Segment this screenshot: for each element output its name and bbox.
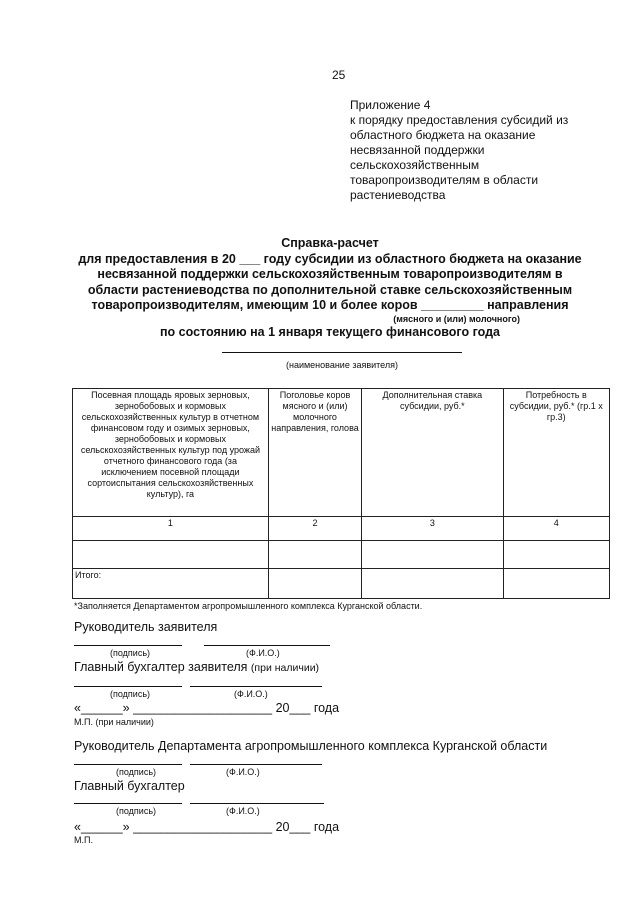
table-cell[interactable] bbox=[362, 569, 503, 599]
total-row bbox=[73, 569, 610, 599]
signature-line bbox=[74, 764, 182, 765]
table-cell[interactable] bbox=[362, 541, 503, 569]
header-cell: Дополнительная ставка субсидии, руб.* bbox=[362, 389, 503, 517]
fio-caption: (Ф.И.О.) bbox=[246, 648, 280, 658]
appendix-line: к порядку предоставления субсидий из bbox=[350, 113, 569, 127]
fio-line bbox=[190, 803, 324, 804]
table-cell[interactable] bbox=[503, 541, 609, 569]
table-header-row bbox=[73, 389, 610, 517]
signature-line bbox=[74, 645, 182, 646]
header-cell: Посевная площадь яровых зерновых, зернобобовых и кормовых сельскохозяйственных культур в отчетном финансовом году и озимых зерновых, зернобобовых и кормовых сельскохозяйственных культур под урожай отчетного финансового года (за исключением посевной площади сортоиспытания сельскохозяйственных культур), га bbox=[73, 389, 269, 517]
table-cell[interactable] bbox=[268, 569, 361, 599]
total-label: Итого: bbox=[73, 569, 269, 599]
stamp-placeholder: М.П. bbox=[74, 835, 93, 845]
fio-line bbox=[190, 686, 322, 687]
table-cell[interactable] bbox=[73, 541, 269, 569]
table-cell[interactable] bbox=[503, 569, 609, 599]
fio-caption: (Ф.И.О.) bbox=[226, 767, 260, 777]
appendix-line: несвязанной поддержки bbox=[350, 143, 485, 157]
sign-caption: (подпись) bbox=[116, 767, 157, 777]
signature-line bbox=[74, 803, 182, 804]
column-number: 2 bbox=[268, 517, 361, 541]
page-number: 25 bbox=[332, 68, 346, 82]
appendix-title: Приложение 4 bbox=[350, 98, 431, 112]
appendix-line: растениеводства bbox=[350, 188, 446, 202]
applicant-caption: (наименование заявителя) bbox=[285, 360, 399, 370]
footnote: *Заполняется Департаментом агропромышленного комплекса Курганской области. bbox=[74, 601, 423, 611]
fio-line bbox=[190, 764, 322, 765]
table-row bbox=[73, 541, 610, 569]
appendix-line: товаропроизводителям в области bbox=[350, 173, 539, 187]
document-heading bbox=[60, 236, 600, 340]
date-line: «______» ____________________ 20___ года bbox=[74, 820, 340, 834]
heading-line: товаропроизводителям, имеющим 10 и более коров _________ направления bbox=[91, 298, 569, 312]
date-line: «______» ____________________ 20___ года bbox=[74, 701, 340, 715]
table-cell[interactable] bbox=[268, 541, 361, 569]
header-cell: Потребность в субсидии, руб.* (гр.1 х гр.3) bbox=[503, 389, 609, 517]
sign-caption: (подпись) bbox=[110, 648, 151, 658]
column-number: 1 bbox=[73, 517, 269, 541]
sign-caption: (подпись) bbox=[110, 689, 151, 699]
head-applicant-label: Руководитель заявителя bbox=[74, 620, 218, 634]
chief-accountant-applicant-label: Главный бухгалтер заявителя (при наличии) bbox=[74, 660, 320, 674]
column-number: 4 bbox=[503, 517, 609, 541]
sign-caption: (подпись) bbox=[116, 806, 157, 816]
signature-line bbox=[74, 686, 182, 687]
head-department-label: Руководитель Департамента агропромышленного комплекса Курганской области bbox=[74, 739, 548, 753]
appendix-line: сельскохозяйственным bbox=[350, 158, 480, 172]
subsidy-table bbox=[72, 388, 610, 599]
chief-accountant-label: Главный бухгалтер bbox=[74, 779, 185, 793]
fio-caption: (Ф.И.О.) bbox=[226, 806, 260, 816]
heading-line: для предоставления в 20 ___ году субсидии из областного бюджета на оказание bbox=[78, 251, 582, 266]
fio-caption: (Ф.И.О.) bbox=[234, 689, 268, 699]
appendix-block bbox=[350, 98, 610, 203]
fio-line bbox=[204, 645, 330, 646]
heading-line: несвязанной поддержки сельскохозяйственным товаропроизводителям в bbox=[97, 267, 563, 281]
column-number: 3 bbox=[362, 517, 503, 541]
heading-line: области растениеводства по дополнительной ставке сельскохозяйственным bbox=[87, 282, 573, 297]
direction-note: (мясного и (или) молочного) bbox=[393, 313, 520, 324]
appendix-line: областного бюджета на оказание bbox=[350, 128, 536, 142]
column-number-row bbox=[73, 517, 610, 541]
document-title: Справка-расчет bbox=[281, 236, 379, 250]
applicant-name-line bbox=[222, 352, 462, 353]
stamp-placeholder: М.П. (при наличии) bbox=[74, 717, 154, 727]
header-cell: Поголовье коров мясного и (или) молочного направления, голова bbox=[268, 389, 361, 517]
heading-line: по состоянию на 1 января текущего финансового года bbox=[160, 324, 500, 339]
